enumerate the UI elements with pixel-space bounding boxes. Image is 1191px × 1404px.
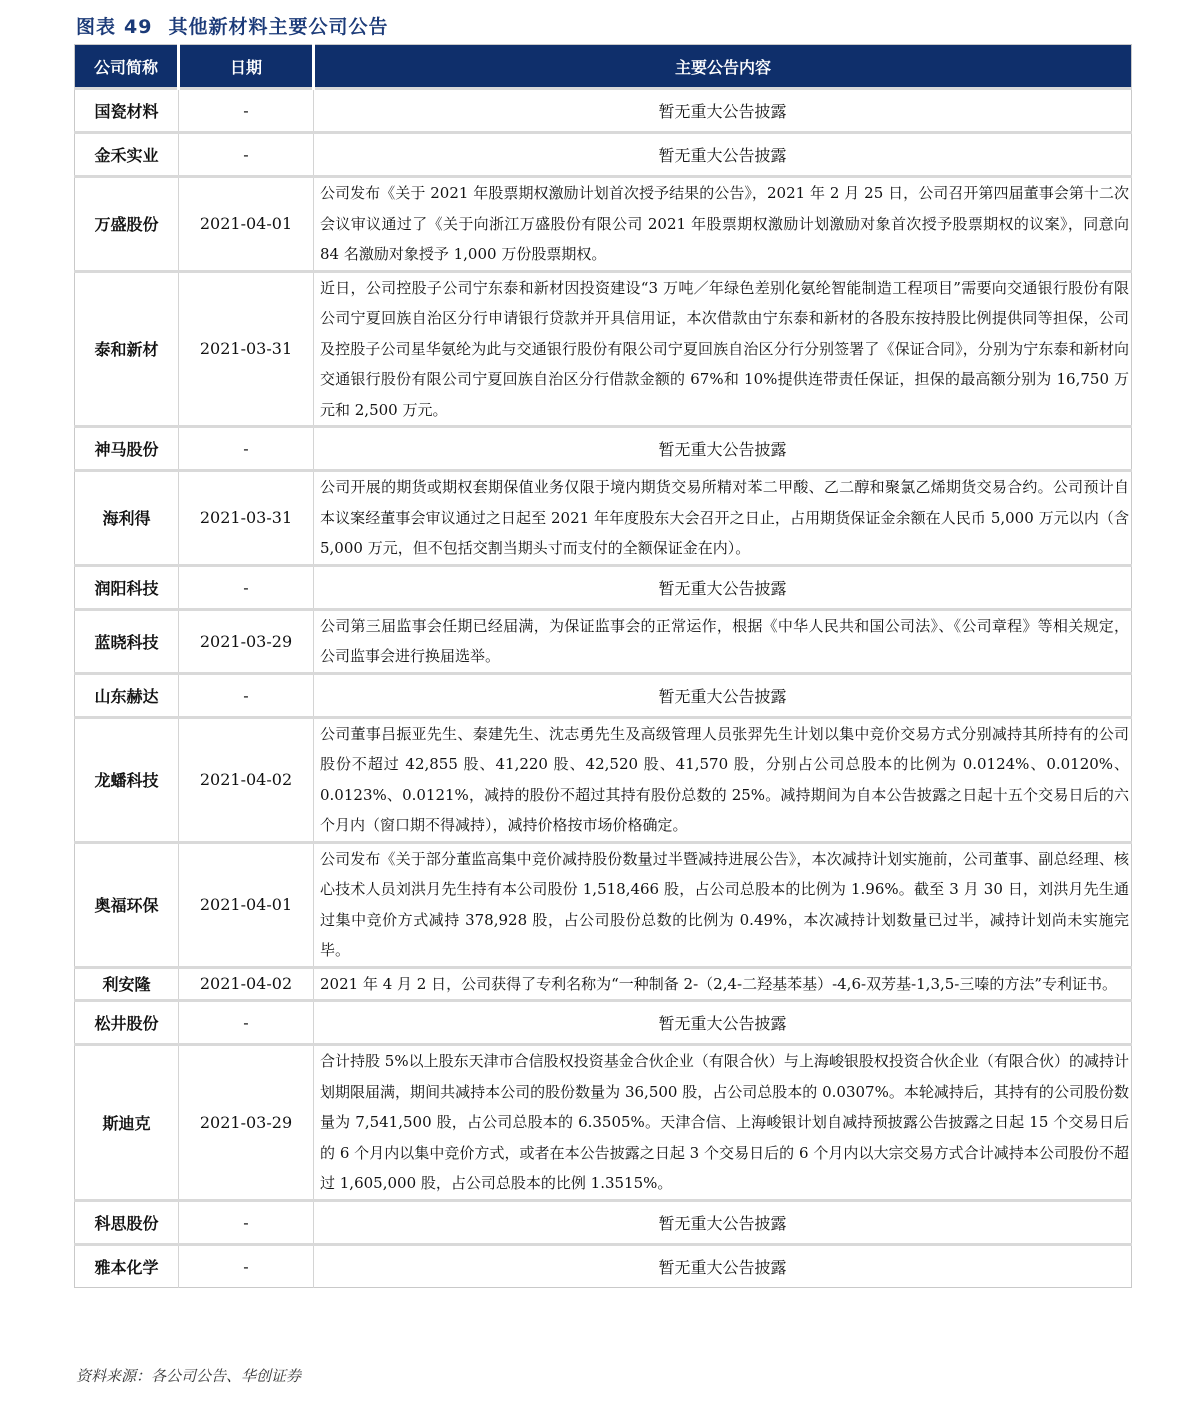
company-name-cell: 万盛股份 — [75, 177, 179, 272]
company-name-cell: 蓝晓科技 — [75, 609, 179, 673]
announcement-content-cell: 暂无重大公告披露 — [314, 89, 1132, 133]
date-cell: - — [179, 89, 314, 133]
date-cell: 2021-03-31 — [179, 471, 314, 566]
date-cell: 2021-04-01 — [179, 177, 314, 272]
announcement-content-cell: 暂无重大公告披露 — [314, 133, 1132, 177]
announcement-content-cell: 暂无重大公告披露 — [314, 1200, 1132, 1244]
figure-title — [76, 12, 388, 39]
table-row — [75, 1200, 1132, 1244]
table-row — [75, 565, 1132, 609]
header-content: 主要公告内容 — [314, 45, 1132, 89]
company-name-cell: 泰和新材 — [75, 271, 179, 427]
date-cell: - — [179, 1001, 314, 1045]
announcement-content-cell: 公司发布《关于部分董监高集中竞价减持股份数量过半暨减持进展公告》，本次减持计划实施前，公司董事、副总经理、核心技术人员刘洪月先生持有本公司股份 1,518,466 股，占公司总股本的比例为 1.96%。截至 3 月 30 日，刘洪月先生通过集中竞价方式减持 378,928 股，占公司股份总数的比例为 0.49%，本次减持计划数量已过半，减持计划尚未实施完毕。 — [314, 842, 1132, 967]
company-name-cell: 科思股份 — [75, 1200, 179, 1244]
date-cell: 2021-03-29 — [179, 1045, 314, 1201]
figure-caption: 其他新材料主要公司公告 — [168, 16, 389, 38]
announcement-content-cell: 暂无重大公告披露 — [314, 673, 1132, 717]
announcement-content-cell: 公司开展的期货或期权套期保值业务仅限于境内期货交易所精对苯二甲酸、乙二醇和聚氯乙烯期货交易合约。公司预计自本议案经董事会审议通过之日起至 2021 年年度股东大会召开之日止，占用期货保证金余额在人民币 5,000 万元以内（含 5,000 万元，但不包括交割当期头寸而支付的全额保证金在内）。 — [314, 471, 1132, 566]
table-row — [75, 717, 1132, 842]
date-cell: - — [179, 133, 314, 177]
table-row — [75, 842, 1132, 967]
company-name-cell: 海利得 — [75, 471, 179, 566]
table-row — [75, 609, 1132, 673]
header-date: 日期 — [179, 45, 314, 89]
announcement-content-cell: 暂无重大公告披露 — [314, 1001, 1132, 1045]
table-row — [75, 1001, 1132, 1045]
table-row — [75, 133, 1132, 177]
figure-number: 49 — [124, 16, 153, 38]
figure-label: 图表 — [76, 16, 117, 38]
company-name-cell: 雅本化学 — [75, 1244, 179, 1287]
company-name-cell: 龙蟠科技 — [75, 717, 179, 842]
table-row — [75, 89, 1132, 133]
announcement-content-cell: 合计持股 5%以上股东天津市合信股权投资基金合伙企业（有限合伙）与上海峻银股权投资合伙企业（有限合伙）的减持计划期限届满，期间共减持本公司的股份数量为 36,500 股，占公司总股本的 0.0307%。本轮减持后，其持有的公司股份数量为 7,541,500 股，占公司总股本的 6.3505%。天津合信、上海峻银计划自减持预披露公告披露之日起 15 个交易日后的 6 个月内以集中竞价方式，或者在本公告披露之日起 3 个交易日后的 6 个月内以大宗交易方式合计减持本公司股份不超过 1,605,000 股，占公司总股本的比例 1.3515%。 — [314, 1045, 1132, 1201]
date-cell: - — [179, 427, 314, 471]
table-row — [75, 271, 1132, 427]
company-name-cell: 奥福环保 — [75, 842, 179, 967]
announcement-content-cell: 2021 年 4 月 2 日，公司获得了专利名称为“一种制备 2-（2,4-二羟基苯基）-4,6-双芳基-1,3,5-三嗪的方法”专利证书。 — [314, 967, 1132, 1001]
company-name-cell: 润阳科技 — [75, 565, 179, 609]
announcement-content-cell: 公司董事吕振亚先生、秦建先生、沈志勇先生及高级管理人员张羿先生计划以集中竞价交易方式分别减持其所持有的公司股份不超过 42,855 股、41,220 股、42,520 股、41,570 股，分别占公司总股本的比例为 0.0124%、0.0120%、0.0123%、0.0121%，减持的股份不超过其持有股份总数的 25%。减持期间为自本公告披露之日起十五个交易日后的六个月内（窗口期不得减持），减持价格按市场价格确定。 — [314, 717, 1132, 842]
announcements-table — [74, 44, 1132, 1288]
table-row — [75, 177, 1132, 272]
table-row — [75, 427, 1132, 471]
date-cell: 2021-04-01 — [179, 842, 314, 967]
company-name-cell: 国瓷材料 — [75, 89, 179, 133]
company-name-cell: 山东赫达 — [75, 673, 179, 717]
company-name-cell: 松井股份 — [75, 1001, 179, 1045]
company-name-cell: 利安隆 — [75, 967, 179, 1001]
table-row — [75, 471, 1132, 566]
table-row — [75, 673, 1132, 717]
table-row — [75, 967, 1132, 1001]
source-note: 资料来源：各公司公告、华创证券 — [76, 1367, 302, 1385]
date-cell: 2021-04-02 — [179, 967, 314, 1001]
company-name-cell: 神马股份 — [75, 427, 179, 471]
company-name-cell: 斯迪克 — [75, 1045, 179, 1201]
announcement-content-cell: 近日，公司控股子公司宁东泰和新材因投资建设“3 万吨／年绿色差别化氨纶智能制造工程项目”需要向交通银行股份有限公司宁夏回族自治区分行申请银行贷款并开具信用证，本次借款由宁东泰和新材的各股东按持股比例提供同等担保，公司及控股子公司星华氨纶为此与交通银行股份有限公司宁夏回族自治区分行分别签署了《保证合同》，分别为宁东泰和新材向交通银行股份有限公司宁夏回族自治区分行借款金额的 67%和 10%提供连带责任保证，担保的最高额分别为 16,750 万元和 2,500 万元。 — [314, 271, 1132, 427]
table-row — [75, 1045, 1132, 1201]
announcement-content-cell: 公司发布《关于 2021 年股票期权激励计划首次授予结果的公告》，2021 年 2 月 25 日，公司召开第四届董事会第十二次会议审议通过了《关于向浙江万盛股份有限公司 2021 年股票期权激励计划激励对象首次授予股票期权的议案》，同意向 84 名激励对象授予 1,000 万份股票期权。 — [314, 177, 1132, 272]
announcement-content-cell: 暂无重大公告披露 — [314, 1244, 1132, 1287]
announcement-content-cell: 暂无重大公告披露 — [314, 565, 1132, 609]
header-company: 公司简称 — [75, 45, 179, 89]
date-cell: 2021-03-31 — [179, 271, 314, 427]
date-cell: - — [179, 1200, 314, 1244]
date-cell: - — [179, 673, 314, 717]
company-name-cell: 金禾实业 — [75, 133, 179, 177]
table-body — [75, 89, 1132, 1288]
date-cell: - — [179, 1244, 314, 1287]
announcement-content-cell: 公司第三届监事会任期已经届满，为保证监事会的正常运作，根据《中华人民共和国公司法》、《公司章程》等相关规定，公司监事会进行换届选举。 — [314, 609, 1132, 673]
date-cell: - — [179, 565, 314, 609]
announcement-content-cell: 暂无重大公告披露 — [314, 427, 1132, 471]
table-header-row — [75, 45, 1132, 89]
date-cell: 2021-04-02 — [179, 717, 314, 842]
date-cell: 2021-03-29 — [179, 609, 314, 673]
table-row — [75, 1244, 1132, 1287]
